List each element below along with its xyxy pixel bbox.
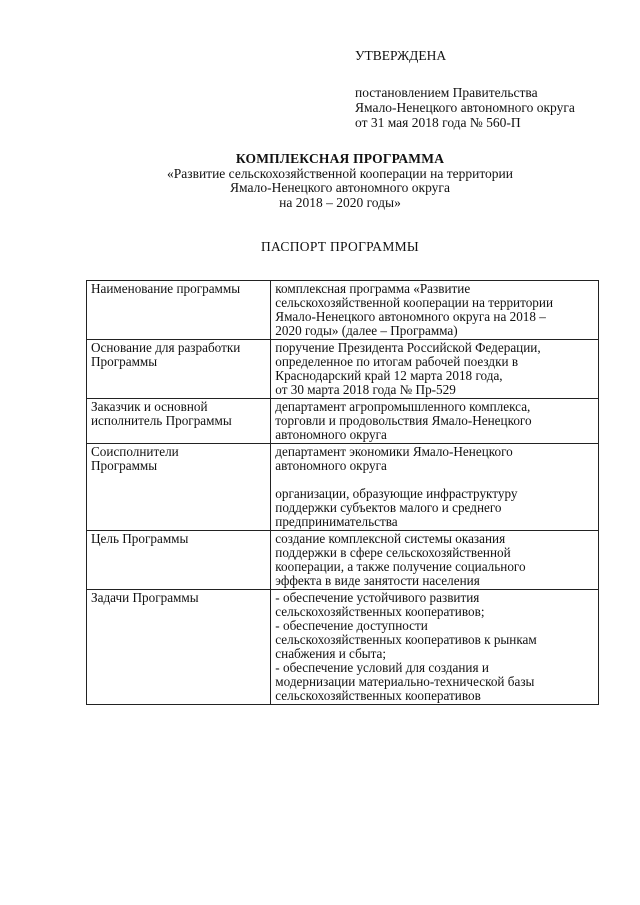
row-value-line: торговли и продовольствия Ямало-Ненецкого [275, 413, 532, 428]
program-subtitle-line: Ямало-Ненецкого автономного округа [230, 180, 450, 195]
row-value-cell [271, 340, 599, 399]
row-label-cell [87, 399, 271, 444]
row-label-cell [87, 531, 271, 590]
row-value-line: снабжения и сбыта; [275, 646, 387, 661]
row-label-line: Основание для разработки [91, 340, 241, 355]
row-value-cell [271, 590, 599, 705]
row-label-line: Цель Программы [91, 531, 189, 546]
row-value-line: кооперации, а также получение социального [275, 559, 526, 574]
approval-line: от 31 мая 2018 года № 560-П [355, 115, 521, 130]
table-row [87, 590, 599, 705]
row-label-line: Наименование программы [91, 281, 241, 296]
row-value-line: Ямало-Ненецкого автономного округа на 2018 – [275, 309, 546, 324]
row-value-line: - обеспечение доступности [275, 618, 428, 633]
row-value-cell [271, 399, 599, 444]
row-value-line: сельскохозяйственных кооперативов [275, 688, 481, 703]
row-value-line: эффекта в виде занятости населения [275, 573, 480, 588]
row-label-line: Программы [91, 354, 158, 369]
table-row [87, 340, 599, 399]
row-label-cell [87, 281, 271, 340]
passport-title: ПАСПОРТ ПРОГРАММЫ [260, 239, 419, 254]
passport-table [86, 280, 599, 705]
table-row [87, 399, 599, 444]
row-label-cell [87, 340, 271, 399]
row-value-line: от 30 марта 2018 года № Пр-529 [275, 382, 456, 397]
program-heading [100, 152, 580, 210]
row-value-cell [271, 281, 599, 340]
row-value-line: поддержки субъектов малого и среднего [275, 500, 502, 515]
row-label-line: Задачи Программы [91, 590, 199, 605]
row-value-line: департамент экономики Ямало-Ненецкого [275, 444, 513, 459]
row-value-line: департамент агропромышленного комплекса, [275, 399, 531, 414]
row-label-cell [87, 444, 271, 531]
row-value-line: автономного округа [275, 458, 387, 473]
row-value-line: сельскохозяйственных кооперативов к рынкам [275, 632, 537, 647]
table-row [87, 531, 599, 590]
table-row [87, 281, 599, 340]
approved-label: УТВЕРЖДЕНА [355, 48, 447, 63]
row-value-line: 2020 годы» (далее – Программа) [275, 323, 458, 338]
row-value-line: сельскохозяйственной кооперации на территории [275, 295, 554, 310]
row-label-line: Заказчик и основной [91, 399, 208, 414]
row-value-cell [271, 444, 599, 531]
program-title: КОМПЛЕКСНАЯ ПРОГРАММА [235, 151, 445, 166]
row-value-line: модернизации материально-технической базы [275, 674, 535, 689]
paragraph-gap [275, 473, 594, 487]
row-value-line: предпринимательства [275, 514, 398, 529]
row-value-line: создание комплексной системы оказания [275, 531, 506, 546]
row-label-cell [87, 590, 271, 705]
row-value-line: поручение Президента Российской Федерации, [275, 340, 541, 355]
row-value-line: - обеспечение условий для создания и [275, 660, 489, 675]
row-value-line: - обеспечение устойчивого развития [275, 590, 480, 605]
row-label-line: Соисполнители [91, 444, 179, 459]
row-value-cell [271, 531, 599, 590]
row-value-line: поддержки в сфере сельскохозяйственной [275, 545, 511, 560]
program-subtitle-line: на 2018 – 2020 годы» [279, 194, 401, 210]
row-value-line: Краснодарский край 12 марта 2018 года, [275, 368, 503, 383]
row-value-line: сельскохозяйственных кооперативов; [275, 604, 485, 619]
row-value-line: автономного округа [275, 427, 387, 442]
row-label-line: Программы [91, 458, 158, 473]
passport-table-body [87, 281, 599, 705]
row-value-line: организации, образующие инфраструктуру [275, 486, 518, 501]
row-value-line: определенное по итогам рабочей поездки в [275, 354, 519, 369]
approval-line: постановлением Правительства [355, 85, 538, 100]
approval-block [355, 48, 625, 130]
row-value-line: комплексная программа «Развитие [275, 281, 471, 296]
table-row [87, 444, 599, 531]
row-label-line: исполнитель Программы [91, 413, 232, 428]
program-subtitle-line: «Развитие сельскохозяйственной кооперации на территории [167, 165, 513, 181]
approval-line: Ямало-Ненецкого автономного округа [355, 100, 575, 115]
